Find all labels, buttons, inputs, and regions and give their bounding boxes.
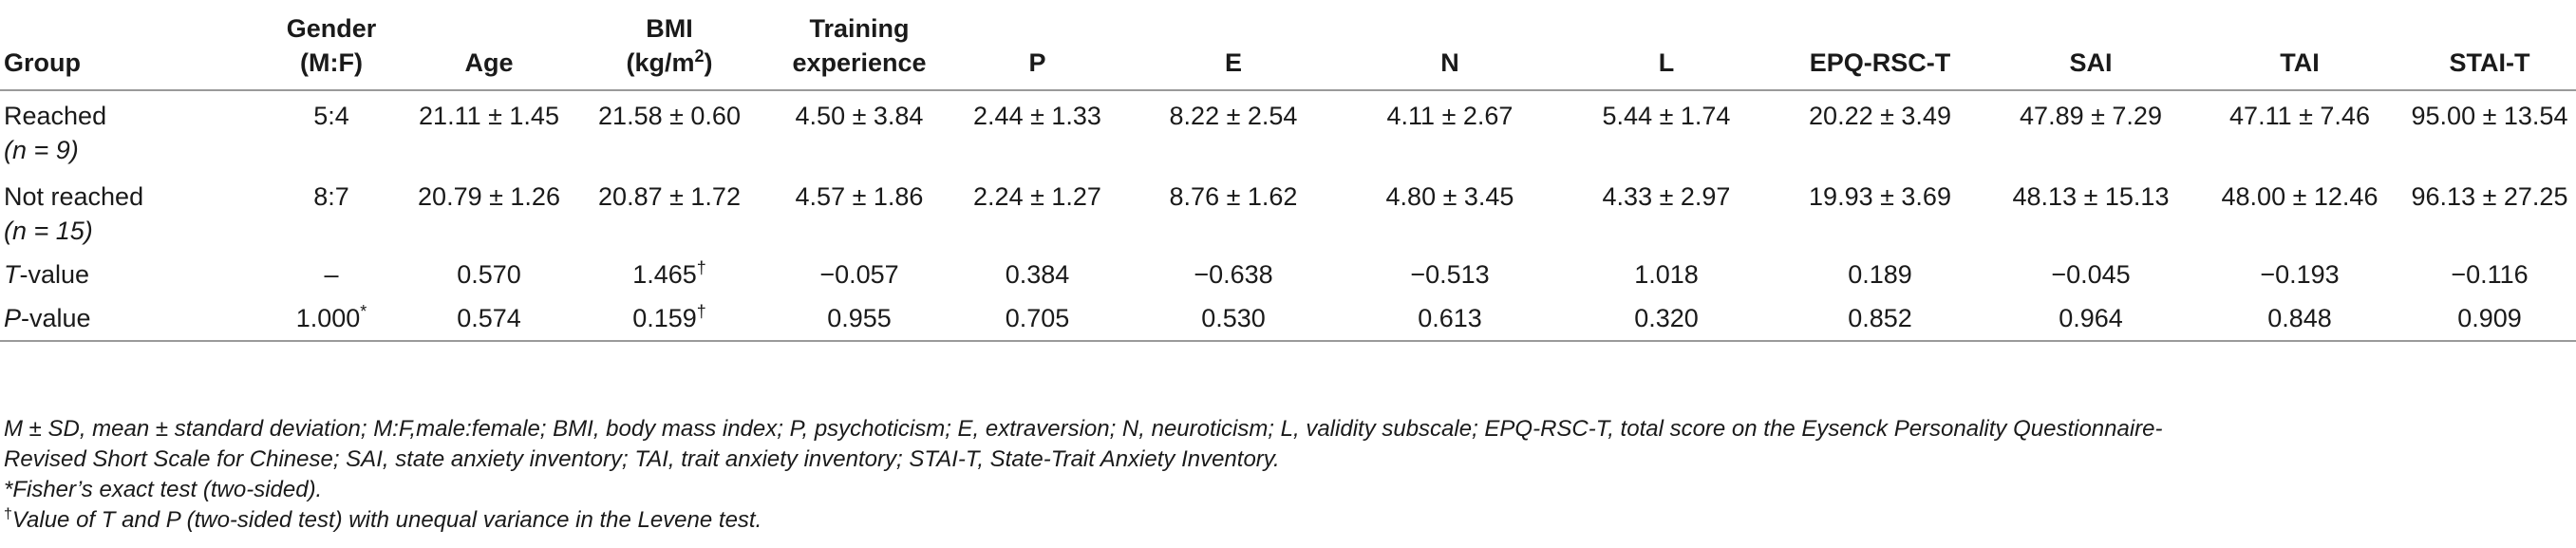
abbreviations-note-line1: M ± SD, mean ± standard deviation; M:F,male:female; BMI, body mass index; P, psychoticism; E, extraversion; N, neuroticism; L, validity subscale; EPQ-RSC-T, total score on the Eysenck Personality Questionnaire- — [4, 416, 2163, 442]
cell-tai: 47.11 ± 7.46 — [2229, 102, 2370, 130]
cell-gender: 8:7 — [313, 182, 349, 211]
cell-l: 0.320 — [1634, 304, 1699, 332]
cell-training: −0.057 — [819, 260, 899, 289]
col-header-e: E — [1224, 48, 1242, 77]
cell-gender: 5:4 — [313, 102, 349, 130]
dagger-mark: † — [696, 258, 706, 277]
cell-l: 4.33 ± 2.97 — [1602, 182, 1731, 211]
col-header-group: Group — [4, 48, 81, 77]
col-header-gender: Gender (M:F) — [286, 14, 377, 77]
table-row-not-reached — [0, 172, 2576, 254]
col-header-bmi: BMI $(kg/m^2)$ — [626, 14, 713, 77]
row-label: Not reached (n = 15) — [4, 182, 144, 245]
cell-sai: 0.964 — [2059, 304, 2123, 332]
header-row — [0, 0, 2576, 90]
cell-epq: 0.189 — [1848, 260, 1912, 289]
cell-sai: 48.13 ± 15.13 — [2012, 182, 2170, 211]
row-label: P-value — [4, 304, 91, 332]
cell-n: 0.613 — [1418, 304, 1482, 332]
col-header-training: Training experience — [792, 14, 927, 77]
table-row-t-value — [0, 254, 2576, 297]
cell-epq: 20.22 ± 3.49 — [1809, 102, 1951, 130]
col-header-epq: EPQ-RSC-T — [1809, 48, 1951, 77]
cell-epq: 0.852 — [1848, 304, 1912, 332]
cell-training: 0.955 — [827, 304, 892, 332]
fisher-note: *Fisher’s exact test (two-sided). — [4, 477, 323, 502]
col-header-age: Age — [464, 48, 514, 77]
cell-sai: 47.89 ± 7.29 — [2020, 102, 2162, 130]
cell-stai: 95.00 ± 13.54 — [2411, 102, 2568, 130]
cell-stai: −0.116 — [2451, 260, 2529, 289]
cell-e: −0.638 — [1194, 260, 1273, 289]
cell-n: 4.11 ± 2.67 — [1386, 102, 1514, 130]
cell-tai: 0.848 — [2267, 304, 2332, 332]
cell-age: 0.574 — [457, 304, 521, 332]
cell-gender: 1.000* — [295, 302, 367, 332]
cell-e: 8.22 ± 2.54 — [1169, 102, 1298, 130]
cell-n: 4.80 ± 3.45 — [1385, 182, 1514, 211]
cell-bmi: 21.58 ± 0.60 — [598, 102, 741, 130]
cell-tai: 48.00 ± 12.46 — [2221, 182, 2379, 211]
cell-training: 4.57 ± 1.86 — [795, 182, 924, 211]
cell-sai: −0.045 — [2051, 260, 2131, 289]
cell-gender: – — [324, 260, 339, 289]
cell-p: 2.24 ± 1.27 — [973, 182, 1101, 211]
cell-epq: 19.93 ± 3.69 — [1809, 182, 1951, 211]
cell-p: 0.705 — [1005, 304, 1070, 332]
dagger-mark: † — [696, 302, 706, 321]
cell-age: 20.79 ± 1.26 — [418, 182, 560, 211]
cell-training: 4.50 ± 3.84 — [795, 102, 924, 130]
cell-p: 0.384 — [1005, 260, 1070, 289]
cell-e: 8.76 ± 1.62 — [1169, 182, 1298, 211]
abbreviations-note-line2: Revised Short Scale for Chinese; SAI, state anxiety inventory; TAI, trait anxiety inventory; STAI-T, State-Trait Anxiety Inventory. — [4, 446, 1280, 472]
cell-bmi: 20.87 ± 1.72 — [598, 182, 741, 211]
asterisk-mark: * — [360, 302, 367, 321]
cell-n: −0.513 — [1410, 260, 1490, 289]
cell-tai: −0.193 — [2260, 260, 2340, 289]
cell-bmi: 0.159† — [632, 302, 706, 332]
cell-l: 1.018 — [1634, 260, 1699, 289]
cell-bmi: 1.465† — [632, 258, 706, 289]
row-label: T-value — [4, 260, 90, 289]
dagger-mark: † — [4, 506, 12, 522]
levene-note: †Value of T and P (two-sided test) with unequal variance in the Levene test. — [4, 506, 762, 533]
col-header-p: P — [1028, 48, 1046, 77]
table-row-reached — [0, 90, 2576, 172]
col-header-n: N — [1440, 48, 1459, 77]
cell-stai: 0.909 — [2457, 304, 2522, 332]
col-header-tai: TAI — [2280, 48, 2320, 77]
cell-stai: 96.13 ± 27.25 — [2411, 182, 2568, 211]
cell-l: 5.44 ± 1.74 — [1602, 102, 1731, 130]
table-footnotes — [4, 414, 2567, 536]
cell-e: 0.530 — [1201, 304, 1266, 332]
table-row-p-value — [0, 297, 2576, 341]
cell-age: 0.570 — [457, 260, 521, 289]
col-header-l: L — [1658, 48, 1675, 77]
col-header-stai: STAI-T — [2449, 48, 2530, 77]
cell-age: 21.11 ± 1.45 — [419, 102, 559, 130]
cell-p: 2.44 ± 1.33 — [973, 102, 1101, 130]
row-label: Reached (n = 9) — [4, 102, 107, 164]
col-header-sai: SAI — [2069, 48, 2113, 77]
